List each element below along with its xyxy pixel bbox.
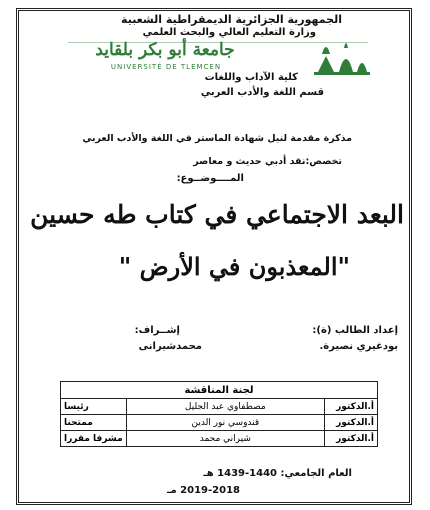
member-role: مشرفا مقررا xyxy=(61,431,127,447)
supervisor-name: محمدشيرانى xyxy=(138,341,202,352)
ministry-header: وزارة التعليم العالي والبحث العلمي xyxy=(142,27,316,38)
university-name-fr: UNIVERSITÉ DE TLEMCEN xyxy=(110,63,222,71)
member-title: أ.الدكتور xyxy=(325,399,378,415)
member-title: أ.الدكتور xyxy=(325,431,378,447)
academic-year-hijri: العام الجامعي: 1440-1439 هـ xyxy=(203,468,352,479)
thesis-title-line1: البعد الاجتماعي في كتاب طه حسين xyxy=(30,200,404,229)
member-role: ممتحنا xyxy=(61,415,127,431)
member-name: قندوسي نور الدين xyxy=(126,415,324,431)
committee-table xyxy=(60,381,378,447)
specialty: تخصص:نقد أدبي حديث و معاصر xyxy=(193,156,342,167)
table-row xyxy=(61,431,378,447)
memo-description: مذكرة مقدمة لنيل شهادة الماستر في اللغة والأدب العربي xyxy=(82,133,352,144)
table-row xyxy=(61,415,378,431)
academic-year-gregorian: 2019-2018 مـ xyxy=(167,485,240,496)
student-label: إعداد الطالب (ة): xyxy=(312,325,398,336)
thesis-title-line2: "المعذبون في الأرض " xyxy=(118,252,350,281)
member-name: مصطفاوي عبد الجليل xyxy=(126,399,324,415)
member-name: شيراني محمد xyxy=(126,431,324,447)
member-title: أ.الدكتور xyxy=(325,415,378,431)
topic-label: المــــوضــوع: xyxy=(176,173,244,184)
faculty-name: كلية الآداب واللغات xyxy=(204,72,298,83)
supervisor-label: إشــراف: xyxy=(134,325,180,336)
department-name: قسم اللغة والأدب العربي xyxy=(200,87,324,98)
member-role: رئيسا xyxy=(61,399,127,415)
committee-title: لجنة المناقشة xyxy=(61,382,378,399)
table-row xyxy=(61,399,378,415)
republic-header: الجمهورية الجزائرية الديمقراطية الشعبية xyxy=(121,13,342,26)
university-name-ar: جامعة أبو بكر بلقايد xyxy=(95,40,235,60)
student-name: بودغيري نصيرة. xyxy=(319,341,398,352)
committee-header-row xyxy=(61,382,378,399)
